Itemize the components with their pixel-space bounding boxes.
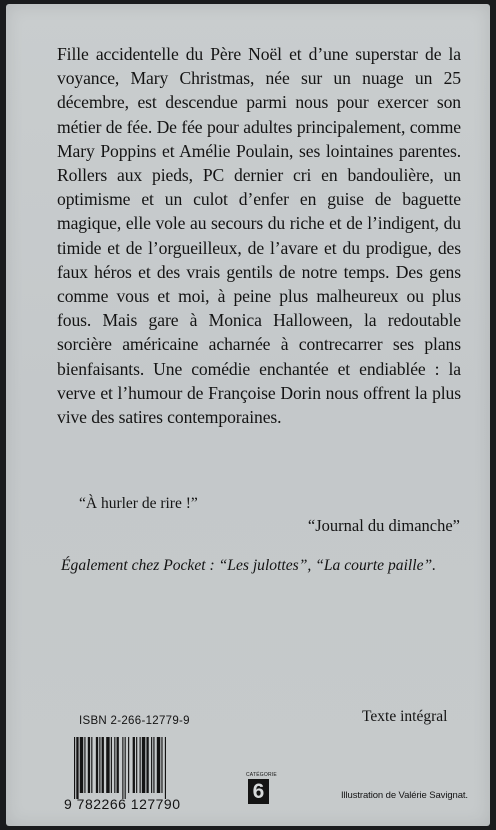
- barcode-bar: [140, 737, 141, 793]
- barcode-bar: [153, 737, 154, 793]
- press-quote: “À hurler de rire !”: [79, 495, 198, 512]
- press-quote-source: “Journal du dimanche”: [307, 516, 460, 535]
- barcode-bar: [74, 737, 75, 799]
- book-back-cover: [6, 4, 490, 826]
- category-badge: 6: [248, 779, 269, 804]
- barcode-bar: [99, 737, 100, 793]
- barcode-bar: [146, 737, 148, 793]
- barcode-bar: [117, 737, 119, 793]
- isbn-number: ISBN 2-266-12779-9: [79, 715, 190, 727]
- barcode-bar: [161, 737, 162, 793]
- barcode-bar: [133, 737, 135, 793]
- barcode-bars: [72, 737, 202, 799]
- barcode-bar: [142, 737, 145, 793]
- edition-note: Texte intégral: [362, 708, 448, 725]
- barcode: [72, 737, 202, 799]
- barcode-bar: [76, 737, 78, 799]
- barcode-bar: [122, 737, 123, 799]
- barcode-number: 9 782266 127790: [64, 796, 181, 812]
- barcode-bar: [125, 737, 126, 799]
- barcode-bar: [102, 737, 104, 793]
- category-label: CATÉGORIE: [246, 772, 277, 778]
- barcode-bar: [91, 737, 92, 793]
- also-available-note: Également chez Pocket : “Les julottes”, “La courte paille”.: [61, 557, 437, 574]
- barcode-bar: [151, 737, 152, 793]
- illustration-credit: Illustration de Valérie Savignat.: [341, 790, 468, 801]
- barcode-bar: [88, 737, 90, 793]
- barcode-bar: [80, 737, 83, 793]
- barcode-bar: [96, 737, 98, 793]
- barcode-bar: [128, 737, 129, 793]
- barcode-bar: [157, 737, 160, 793]
- barcode-bar: [136, 737, 137, 793]
- barcode-bar: [84, 737, 85, 793]
- barcode-bar: [111, 737, 112, 793]
- barcode-bar: [114, 737, 115, 793]
- barcode-bar: [165, 737, 166, 799]
- barcode-bar: [106, 737, 109, 793]
- blurb-text: Fille accidentelle du Père Noël et d’une superstar de la voyance, Mary Christmas, née sur un nuage un 25 décembre, est descendue parmi nous pour exercer son métier de fée. De fée pour adultes principalement, comme Mary Poppins et Amélie Poulain, ses lointaines parentes. Rollers aux pieds, PC dernier cri en bandoulière, un optimisme et un culot d’enfer en guise de baguette magique, elle vole au secours du riche et de l’indigent, du timide et de l’orgueilleux, de l’avare et du prodigue, des faux héros et des vrais gentils de notre temps. Des gens comme vous et moi, à peine plus malheureux ou plus fous. Mais gare à Monica Halloween, la redoutable sorcière américaine acharnée à contrecarrer ses plans bienfaisants. Une comédie enchantée et endiablée : la verve et l’humour de Françoise Dorin nous offrent la plus vive des satires contemporaines.: [57, 44, 461, 428]
